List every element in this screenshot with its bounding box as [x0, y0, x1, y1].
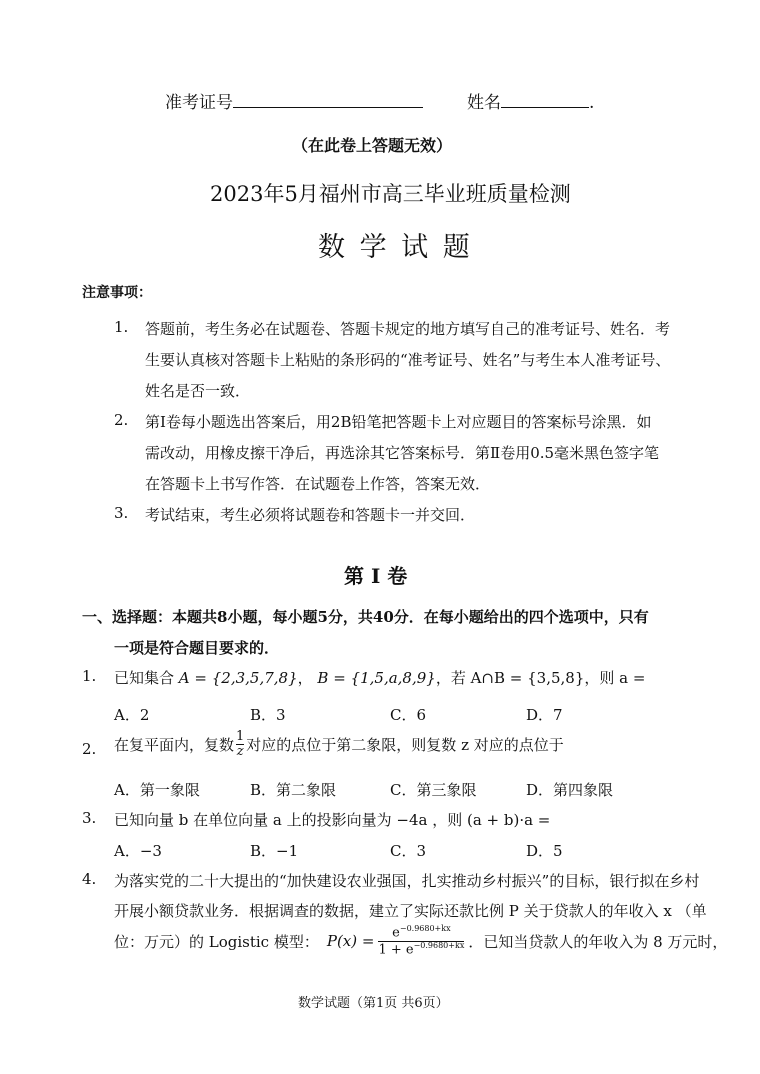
subject-title: 数 学 试 题 — [318, 232, 473, 263]
exam-id-blank — [233, 91, 423, 108]
q2-fraction: $\frac{1}{z}$ — [236, 729, 245, 760]
q2-stem: 在复平面内，复数 $\frac{1}{z}$ 对应的点位于第二象限，则复数 z 对应的点位于 — [114, 729, 564, 760]
part-1-instructions-line-1: 一、选择题：本题共8小题，每小题5分，共40分．在每小题给出的四个选项中，只有 — [82, 608, 649, 626]
q2-num: 2. — [82, 740, 97, 758]
name-row: 姓名 . — [467, 93, 595, 113]
name-blank — [501, 91, 589, 108]
note-2-line-1: 第Ⅰ卷每小题选出答案后，用2B铅笔把答题卡上对应题目的答案标号涂黑．如 — [145, 413, 652, 431]
q1-num: 1. — [82, 667, 97, 685]
q3-option-d: D．5 — [526, 842, 563, 860]
q2-option-d: D．第四象限 — [526, 781, 614, 799]
q1-condition: ，若 A∩B = {3,5,8}，则 a = — [435, 669, 646, 687]
q3-stem: 已知向量 b 在单位向量 a 上的投影向量为 −4a ，则 (a + b)·a = — [114, 811, 551, 829]
q3-option-b: B．−1 — [250, 842, 299, 860]
note-1-line-3: 姓名是否一致． — [145, 382, 251, 400]
page-footer: 数学试题（第1页 共6页） — [298, 996, 449, 1011]
section-title: 第 Ⅰ 卷 — [344, 564, 408, 588]
q4-logistic-formula: $\frac{e^{-0.9680+kx}}{1 + e^{-0.9680+kx}}$ — [378, 924, 465, 957]
q2-option-b: B．第二象限 — [250, 781, 337, 799]
q1-option-c: C．6 — [390, 706, 427, 724]
q1-set-a: A = {2,3,5,7,8} — [178, 669, 298, 687]
note-2-num: 2. — [114, 411, 129, 429]
note-3-line-1: 考试结束，考生必须将试题卷和答题卡一并交回． — [145, 506, 476, 524]
note-3-num: 3. — [114, 504, 129, 522]
q4-line-3: 位：万元）的 Logistic 模型： P(x) = $\frac{e^{-0.9680+kx}}{1 + e^{-0.9680+kx}}$ ．已知当贷款人的年收入为 8 万元时， — [114, 924, 728, 957]
q1-stem: 已知集合 A = {2,3,5,7,8}， B = {1,5,a,8,9}，若 A∩B = {3,5,8}，则 a = — [114, 669, 646, 687]
q3-option-a: A．−3 — [114, 842, 162, 860]
note-1-num: 1. — [114, 318, 129, 336]
q4-formula-lhs: P(x) = — [326, 932, 375, 951]
q1-set-b: B = {1,5,a,8,9} — [317, 669, 436, 687]
name-label: 姓名 — [467, 93, 501, 113]
notes-heading: 注意事项： — [82, 285, 152, 301]
q4-line-2: 开展小额贷款业务．根据调查的数据，建立了实际还款比例 P 关于贷款人的年收入 x （单 — [114, 902, 707, 920]
q2-option-c: C．第三象限 — [390, 781, 477, 799]
q1-option-d: D．7 — [526, 706, 563, 724]
exam-title: 2023年5月福州市高三毕业班质量检测 — [210, 182, 571, 206]
note-2-line-2: 需改动，用橡皮擦干净后，再选涂其它答案标号．第Ⅱ卷用0.5毫米黑色签字笔 — [145, 444, 660, 462]
note-1-line-1: 答题前，考生务必在试题卷、答题卡规定的地方填写自己的准考证号、姓名．考 — [145, 320, 671, 338]
note-1-line-2: 生要认真核对答题卡上粘贴的条形码的“准考证号、姓名”与考生本人准考证号、 — [145, 351, 671, 369]
q1-option-a: A．2 — [114, 706, 150, 724]
part-1-instructions-line-2: 一项是符合题目要求的． — [114, 639, 280, 657]
q2-option-a: A．第一象限 — [114, 781, 200, 799]
q3-num: 3. — [82, 809, 97, 827]
q4-num: 4. — [82, 870, 97, 888]
note-2-line-3: 在答题卡上书写作答．在试题卷上作答，答案无效． — [145, 475, 491, 493]
q3-option-c: C．3 — [390, 842, 427, 860]
exam-id-label: 准考证号 — [165, 93, 233, 113]
q1-option-b: B．3 — [250, 706, 286, 724]
q4-line-1: 为落实党的二十大提出的“加快建设农业强国，扎实推动乡村振兴”的目标，银行拟在乡村 — [114, 872, 700, 890]
exam-id-row — [165, 88, 423, 113]
invalid-note: （在此卷上答题无效） — [292, 136, 453, 155]
